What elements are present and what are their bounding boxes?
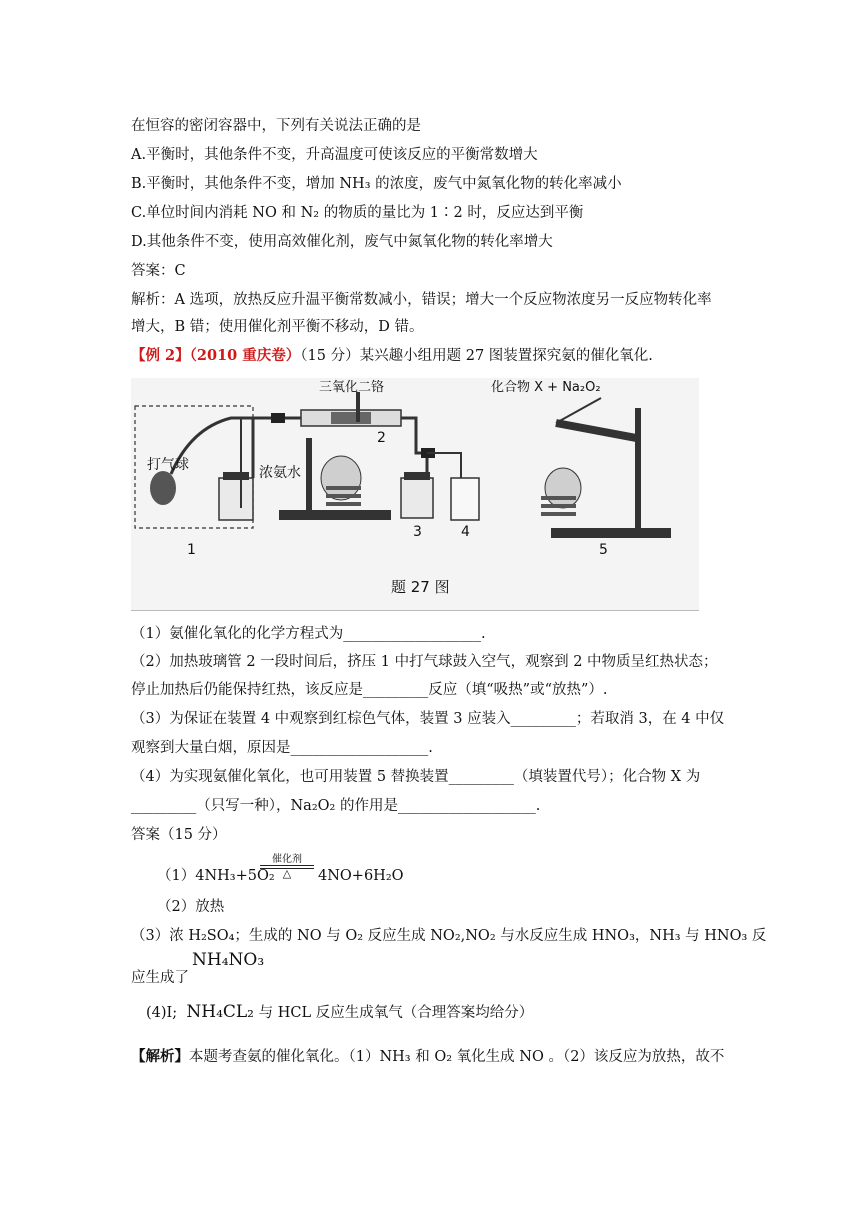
- analysis-line-1: 解析：A 选项，放热反应升温平衡常数减小，错误；增大一个反应物浓度另一反应物转化率: [131, 292, 712, 308]
- answer-2: （2）放热: [157, 899, 225, 915]
- question-3-line-1: （3）为保证在装置 4 中观察到红棕色气体，装置 3 应装入_________；若取消 3，在 4 中仅: [131, 711, 725, 727]
- figure-caption: 题 27 图: [391, 578, 450, 596]
- device-4-number: 4: [461, 524, 470, 540]
- option-b: B.平衡时，其他条件不变，增加 NH₃ 的浓度，废气中氮氧化物的转化率减小: [131, 176, 622, 192]
- answer-4-prefix: (4)I;: [146, 1005, 178, 1021]
- stem-text: 在恒容的密闭容器中，下列有关说法正确的是: [131, 118, 421, 134]
- example-intro: （15 分）某兴趣小组用题 27 图装置探究氨的催化氧化.: [300, 348, 653, 364]
- reaction-condition: [260, 850, 314, 880]
- example-source: （2010 重庆卷）: [189, 347, 301, 364]
- device-1-number: 1: [187, 542, 196, 558]
- option-a: A.平衡时，其他条件不变，升高温度可使该反应的平衡常数增大: [131, 147, 538, 163]
- analysis-line-2: 增大，B 错；使用催化剂平衡不移动，D 错。: [131, 319, 424, 335]
- heat-symbol: △: [282, 867, 292, 880]
- answer-4: [146, 1002, 533, 1023]
- analysis-paragraph: [131, 1047, 724, 1067]
- answer-4-rest: 与 HCL 反应生成氧气（合理答案均给分）: [258, 1005, 534, 1021]
- question-4-line-1: （4）为实现氨催化氧化，也可用装置 5 替换装置_________（填装置代号）；化合物 X 为: [131, 769, 701, 785]
- catalyst-condition: 催化剂: [272, 854, 302, 865]
- device-5-number: 5: [599, 542, 608, 558]
- question-2-line-1: （2）加热玻璃管 2 一段时间后，挤压 1 中打气球鼓入空气，观察到 2 中物质呈红热状态；: [131, 654, 718, 670]
- answer-4-formula: NH₄CL₂: [186, 1002, 255, 1022]
- example-heading: [131, 346, 653, 366]
- example-tag: 【例 2】: [131, 347, 190, 364]
- answer-line: 答案：C: [131, 263, 186, 279]
- answer-1-left: （1）4NH₃+5O₂: [157, 868, 275, 884]
- equals-bar-top: [260, 865, 314, 866]
- answer-3-line-1: （3）浓 H₂SO₄；生成的 NO 与 O₂ 反应生成 NO₂,NO₂ 与水反应生成 HNO₃，NH₃ 与 HNO₃ 反: [131, 928, 767, 944]
- question-2-line-2: 停止加热后仍能保持红热，该反应是_________反应（填“吸热”或“放热”）.: [131, 682, 608, 698]
- bulb-label: 打气球: [147, 457, 189, 473]
- catalyst-label: 三氧化二铬: [319, 380, 385, 395]
- compound-label: 化合物 X + Na₂O₂: [491, 380, 601, 395]
- answer-1-right: 4NO+6H₂O: [318, 868, 404, 884]
- option-d: D.其他条件不变，使用高效催化剂，废气中氮氧化物的转化率增大: [131, 234, 553, 250]
- option-c: C.单位时间内消耗 NO 和 N₂ 的物质的量比为 1∶2 时，反应达到平衡: [131, 205, 584, 221]
- apparatus-figure: [131, 378, 699, 611]
- question-3-line-2: 观察到大量白烟，原因是___________________.: [131, 740, 433, 756]
- analysis-text: 本题考查氨的催化氧化。（1）NH₃ 和 O₂ 氧化生成 NO 。（2）该反应为放热，故不: [189, 1049, 725, 1065]
- device-3-number: 3: [413, 524, 422, 540]
- question-4-line-2: _________（只写一种），Na₂O₂ 的作用是___________________.: [131, 798, 541, 814]
- device-2-number: 2: [377, 430, 386, 446]
- ammonia-label: 浓氨水: [259, 465, 301, 481]
- answer-3-formula: NH₄NO₃: [192, 950, 265, 970]
- answers-header: 答案（15 分）: [131, 827, 227, 843]
- question-1: （1）氨催化氧化的化学方程式为___________________.: [131, 626, 486, 642]
- answer-3-line-2: 应生成了: [131, 970, 189, 986]
- analysis-tag: 【解析】: [131, 1048, 189, 1065]
